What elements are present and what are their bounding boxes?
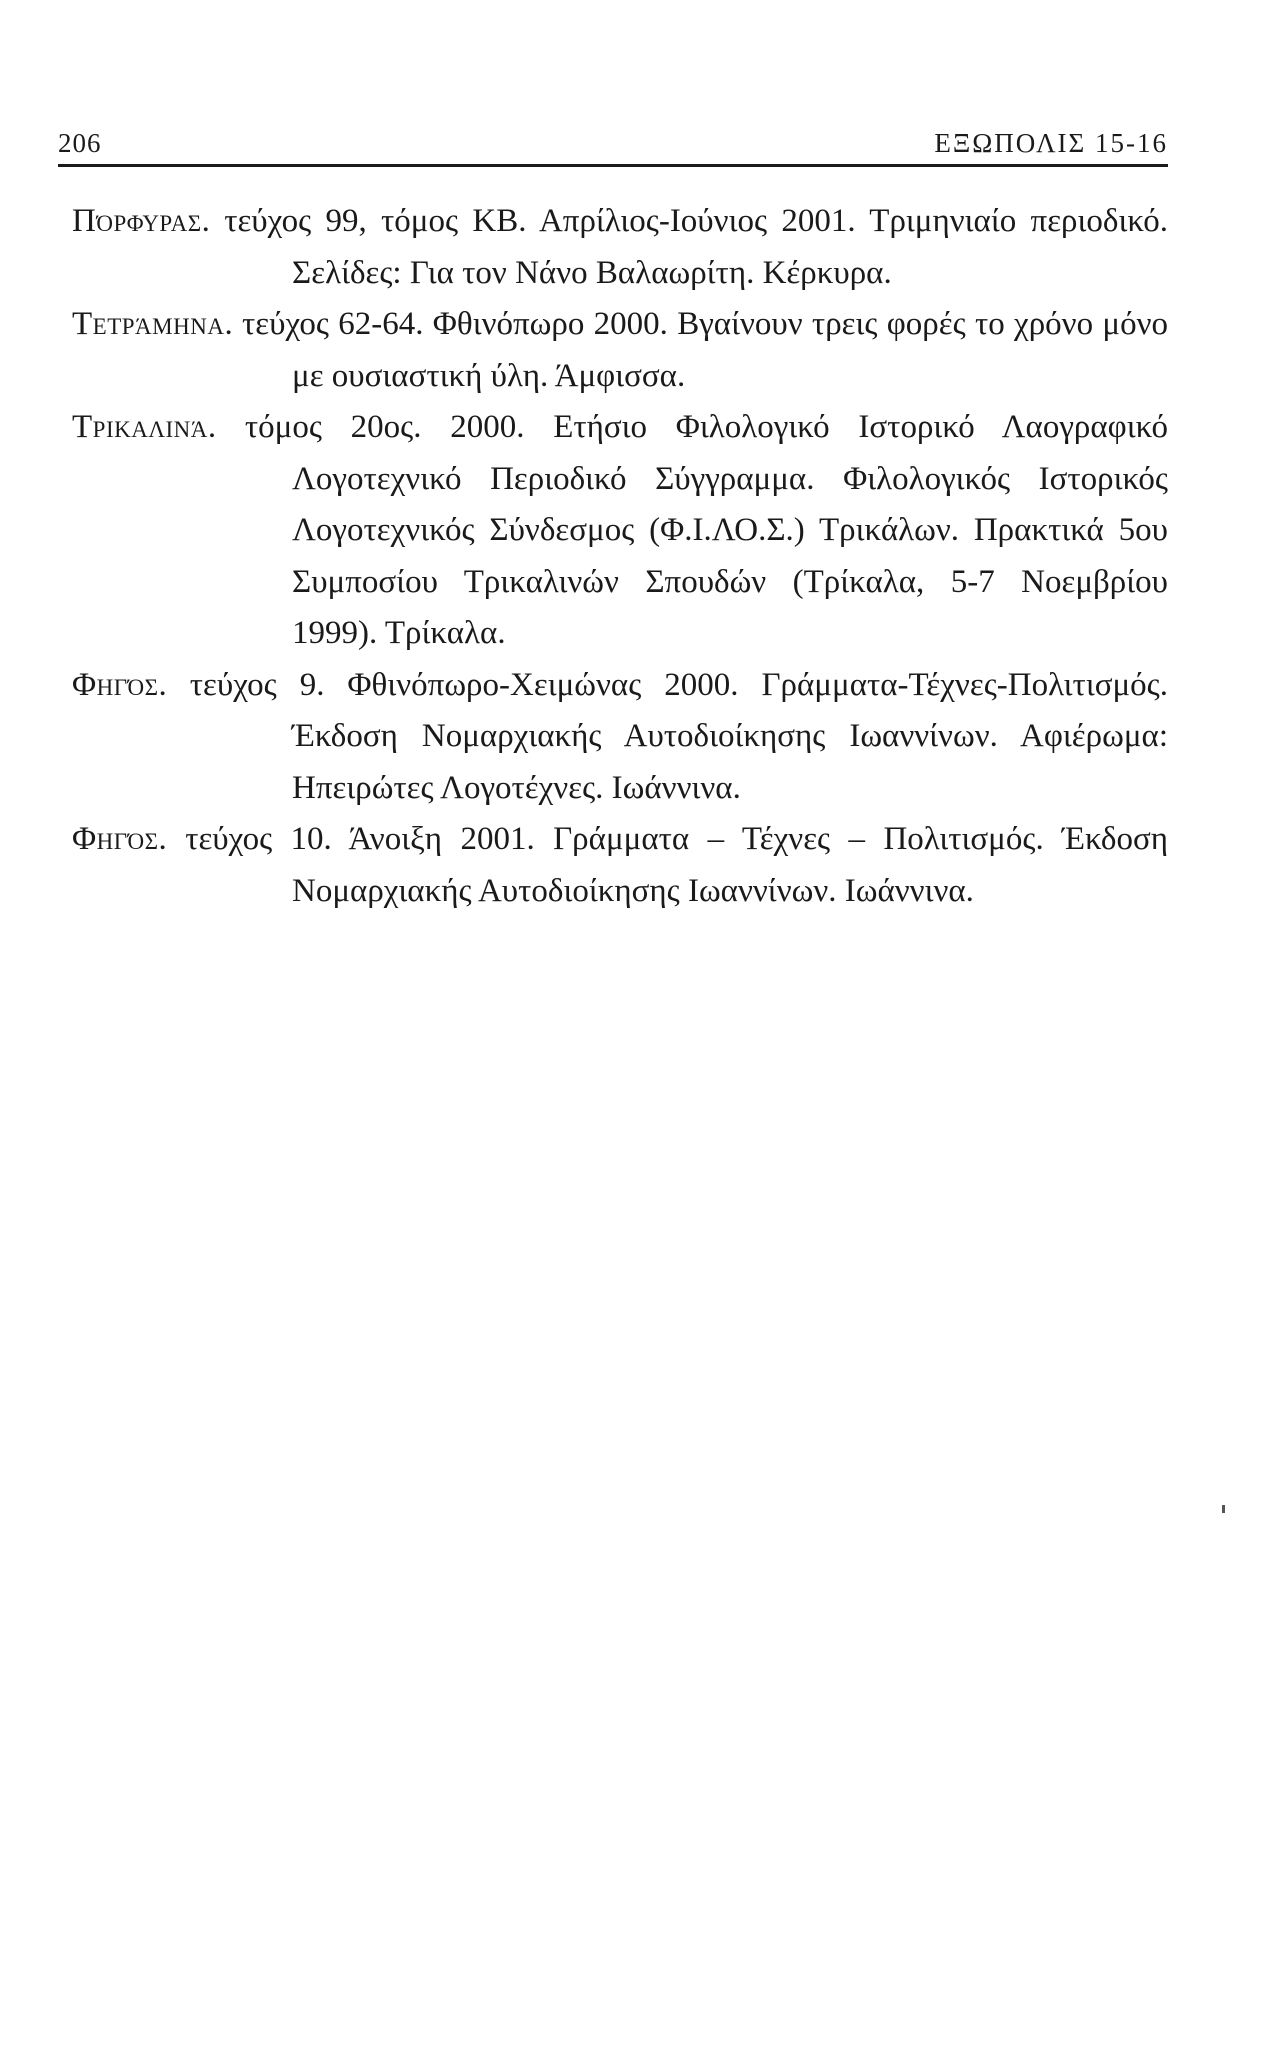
entry-details: . τεύχος 99, τόμος ΚΒ. Απρίλιος-Ιούνιος 2001. Τριμηνιαίο περιοδικό. Σελίδες: Για τον Νάνο Βαλαωρίτη. Κέρκυρα.: [201, 203, 1168, 291]
page-header: [58, 128, 1168, 168]
journal-name: Φηγός: [72, 821, 159, 857]
entry-details: . τεύχος 10. Άνοιξη 2001. Γράμματα – Τέχνες – Πολιτισμός. Έκδοση Νομαρχιακής Αυτοδιοίκησης Ιωαννίνων. Ιωάννινα.: [158, 821, 1168, 909]
journal-name: Φηγός: [72, 666, 159, 703]
entry-details: . τεύχος 62-64. Φθινόπωρο 2000. Βγαίνουν τρεις φορές το χρόνο μόνο με ουσιαστική ύλη. Άμφισσα.: [224, 306, 1168, 394]
journal-name: Τετράμηνα: [72, 306, 225, 342]
page-number: 206: [58, 128, 102, 158]
journal-name: Τρικαλινά: [72, 409, 208, 445]
journal-name: Πόρφυρας: [72, 203, 202, 239]
entry-details: . τόμος 20ος. 2000. Ετήσιο Φιλολογικό Ιστορικό Λαογραφικό Λογοτεχνικό Περιοδικό Σύγγραμμα. Φιλολογικός Ιστορικός Λογοτεχνικός Σύνδεσμος (Φ.Ι.ΛΟ.Σ.) Τρικάλων. Πρακτικά 5ου Συμποσίου Τρικαλινών Σπουδών (Τρίκαλα, 5-7 Νοεμβρίου 1999). Τρίκαλα.: [207, 409, 1168, 651]
bibliography-entry: [72, 402, 1168, 660]
entry-details: . τεύχος 9. Φθινόπωρο-Χειμώνας 2000. Γράμματα-Τέχνες-Πολιτισμός. Έκδοση Νομαρχιακής Αυτοδιοίκησης Ιωαννίνων. Αφιέρωμα: Ηπειρώτες Λογοτέχνες. Ιωάννινα.: [158, 666, 1168, 806]
bibliography-entry: [72, 196, 1168, 299]
running-title: ΕΞΩΠΟΛΙΣ 15-16: [934, 128, 1168, 158]
bibliography-entry: [72, 660, 1168, 815]
bibliography-entry: [72, 814, 1168, 917]
bibliography-list: [72, 196, 1168, 917]
header-rule: [58, 164, 1168, 167]
scan-speck: [1222, 1505, 1225, 1513]
bibliography-entry: [72, 299, 1168, 402]
